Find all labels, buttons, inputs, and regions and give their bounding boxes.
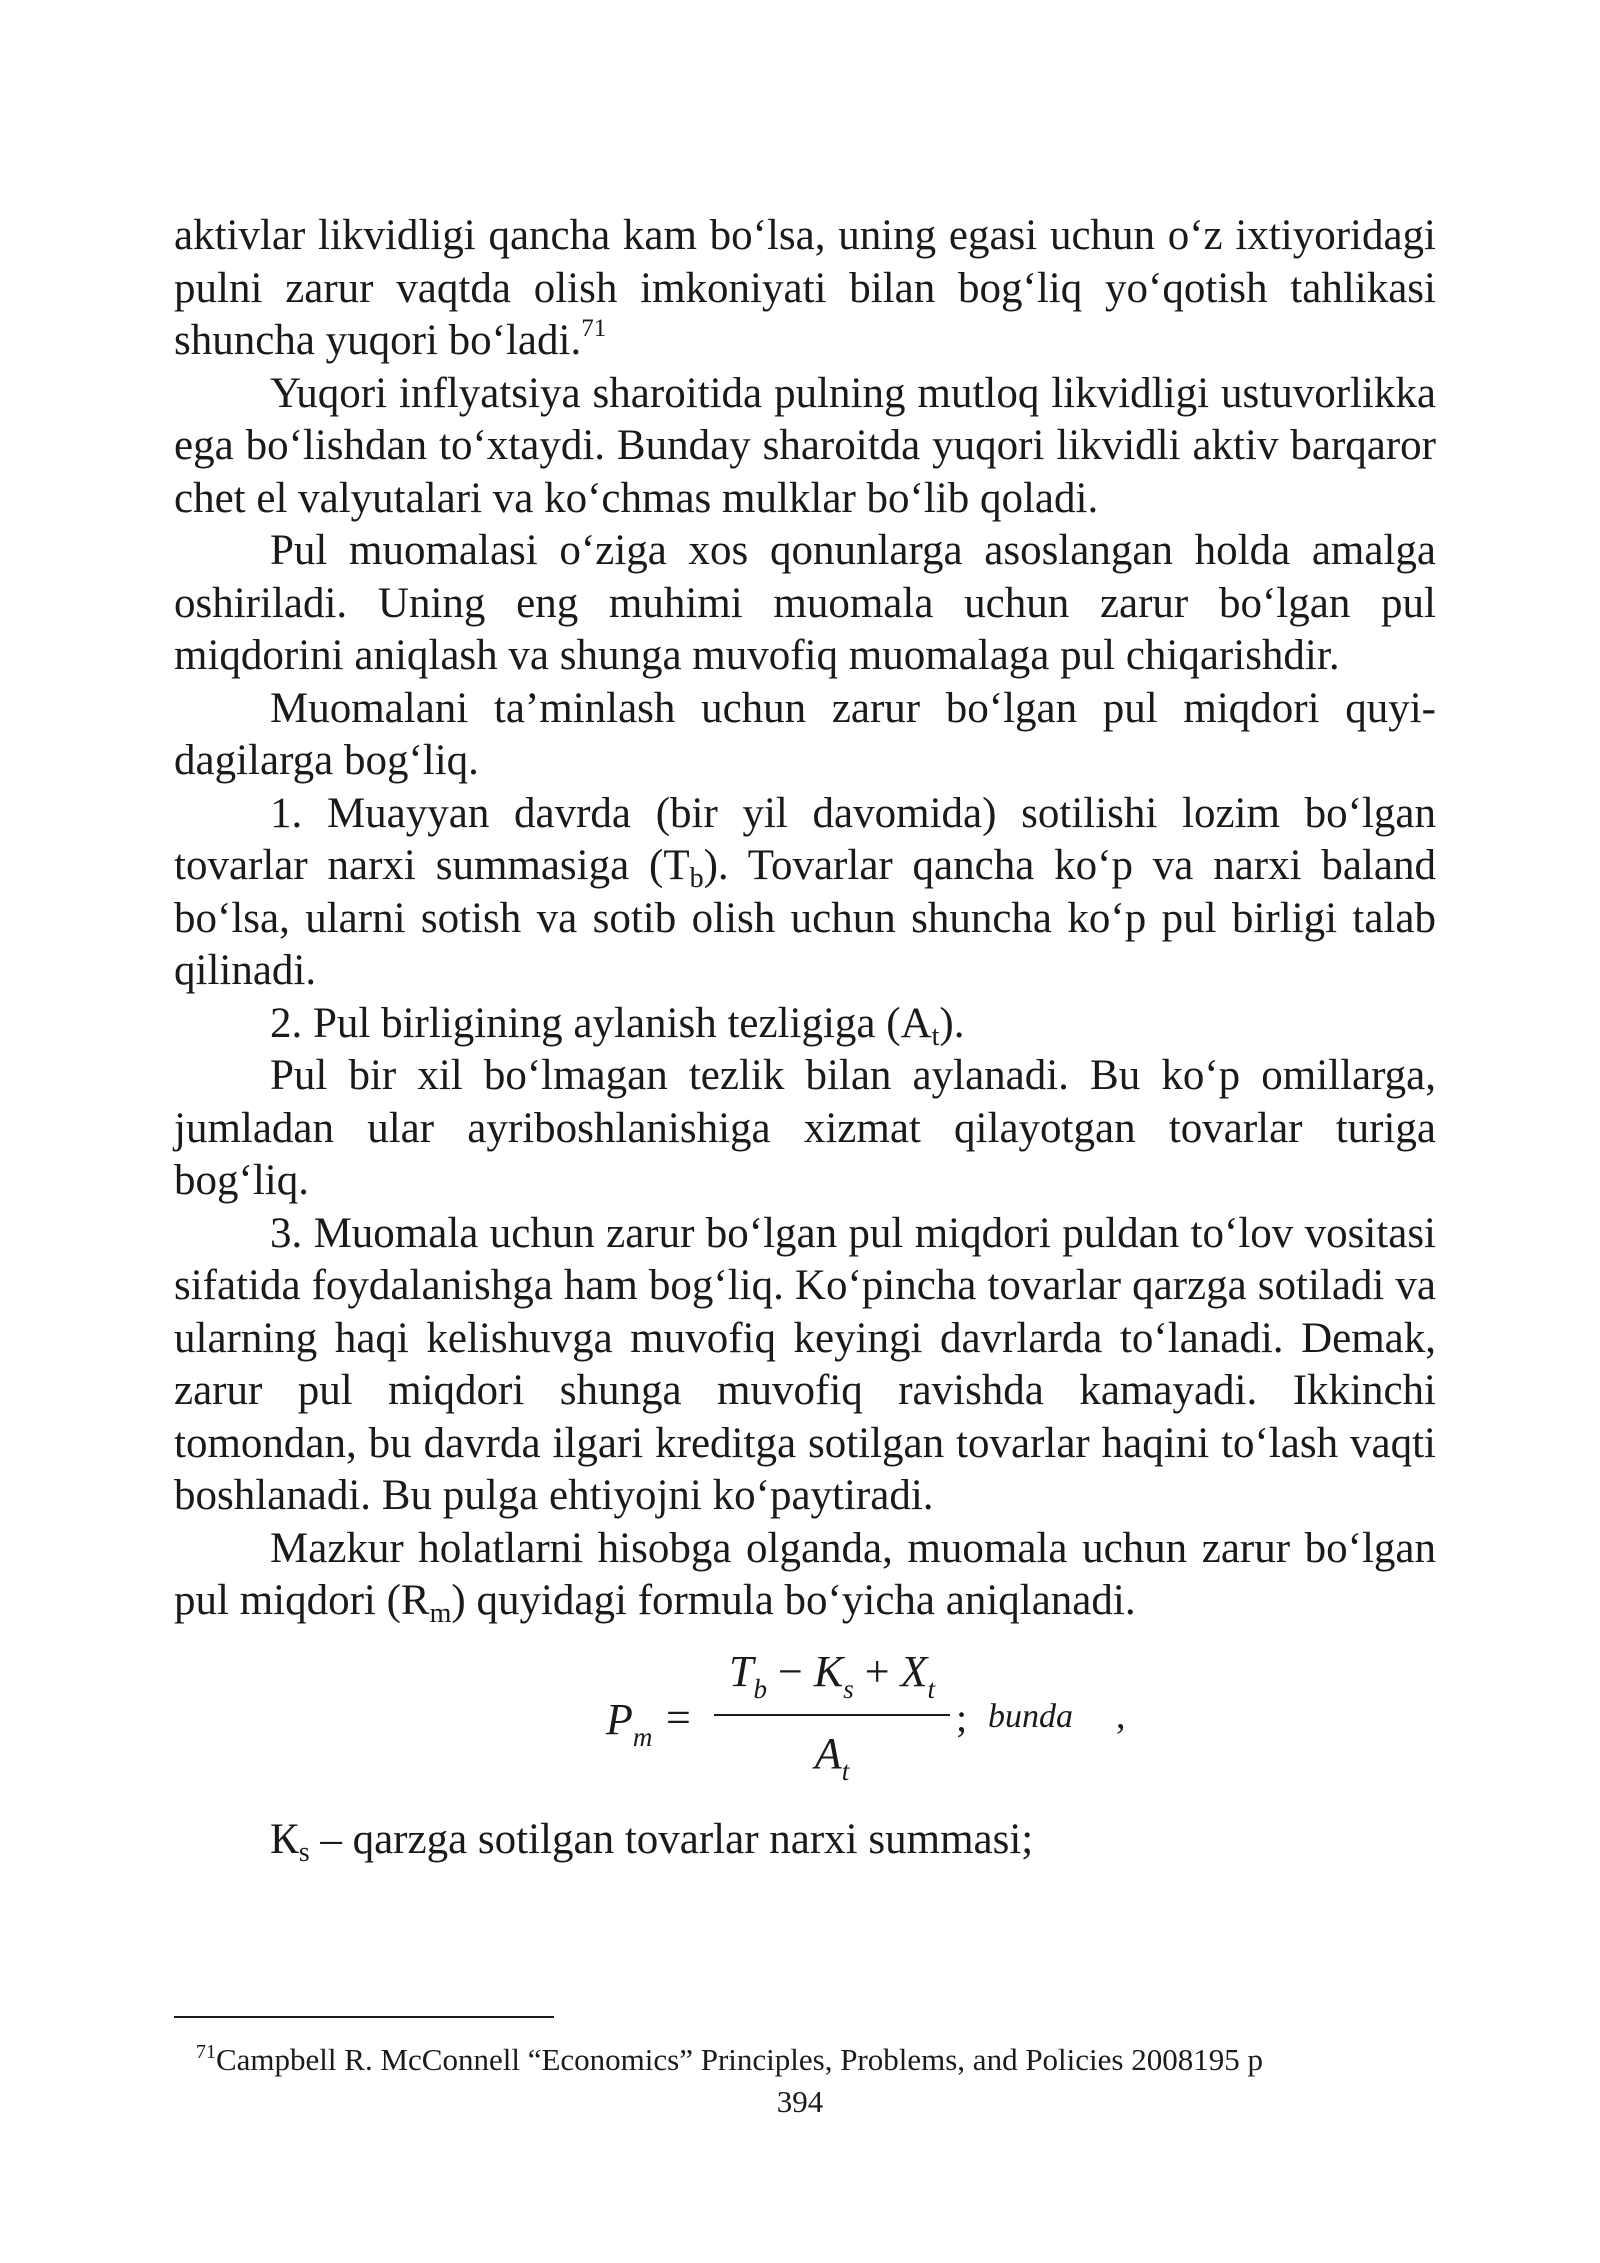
paragraph-10-after: – qarzga sotilgan tovarlar narxi summasi;	[309, 1815, 1034, 1863]
paragraph-3: Pul muomalasi o‘ziga xos qonunlarga asoslangan holda amalga oshiriladi. Uning eng muhimi muomala uchun zarur bo‘lgan pul miqdorini aniqlash va shunga muvofiq muomalaga pul chiqarishdir.	[174, 527, 1436, 679]
formula-minus: −	[767, 1646, 814, 1696]
footnote-divider	[174, 2016, 554, 2018]
fraction-bar	[714, 1714, 950, 1716]
formula-num-k-sub: s	[843, 1673, 854, 1704]
paragraph-4: Muomalani ta’minlash uchun zarur bo‘lgan pul miqdori quyi-dagilarga bog‘liq.	[174, 684, 1436, 784]
paragraph-9-after: ) quyidagi formula bo‘yicha aniqlanadi.	[451, 1577, 1136, 1624]
paragraph-8: 3. Muomala uchun zarur bo‘lgan pul miqdori puldan to‘lov vositasi sifatida foydalanishga ham bog‘liq. Ko‘pincha tovarlar qarzga sotiladi va ularning haqi kelishuvga muvofiq keyingi davrlarda to‘lanadi. Demak, zarur pul miqdori shunga muvofiq ravishda kamayadi. Ikkinchi tomondan, bu davrda ilgari kreditga sotilgan tovarlar haqini to‘lash vaqti boshlanadi. Bu pulga ehtiyojni ko‘paytiradi.	[174, 1209, 1436, 1519]
page-number: 394	[776, 2084, 824, 2119]
paragraph-1-text: aktivlar likvidligi qancha kam bo‘lsa, uning egasi uchun o‘z ixtiyoridagi pulni zarur vaqtda olish imkoniyati bilan bog‘liq yo‘qotish tahlikasi shuncha yuqori bo‘ladi.	[174, 212, 1436, 364]
formula-numerator	[714, 1646, 950, 1704]
formula-lhs-main: P	[606, 1694, 633, 1744]
formula-lhs-sub: m	[632, 1721, 653, 1752]
formula-num-k: K	[813, 1646, 844, 1696]
money-supply-formula	[606, 1646, 1306, 1796]
ks-symbol: К	[270, 1815, 299, 1863]
formula-num-x: X	[900, 1646, 928, 1696]
formula-equals: =	[666, 1692, 691, 1742]
paragraph-7: Pul bir xil bo‘lmagan tezlik bilan aylanadi. Bu ko‘p omillarga, jumladan ular ayriboshlanishiga xizmat qilayotgan tovarlar turiga bog‘liq.	[174, 1052, 1436, 1204]
paragraph-5	[174, 788, 1436, 998]
rm-subscript: m	[429, 1598, 452, 1629]
footnote-reference[interactable]: 71	[581, 315, 607, 342]
footnote-text: Campbell R. McConnell “Economics” Principles, Problems, and Policies 2008195 p	[216, 2042, 1263, 2077]
formula-lhs	[606, 1694, 653, 1752]
formula-comma: ,	[1116, 1694, 1126, 1737]
formula-num-x-sub: t	[927, 1673, 935, 1704]
paragraph-6-before: 2. Pul birligining aylanish tezligiga (A	[270, 999, 932, 1047]
paragraph-6	[174, 998, 1436, 1051]
formula-den-sub: t	[841, 1755, 850, 1786]
formula-num-t-sub: b	[753, 1673, 768, 1704]
tb-subscript: b	[689, 863, 704, 894]
formula-plus: +	[853, 1646, 901, 1696]
paragraph-5-after: ). Tovarlar qancha ko‘p va narxi baland bo‘lsa, ularni sotish va sotib olish uchun shuncha ko‘p pul birligi talab qilinadi.	[174, 842, 1436, 994]
at-subscript: t	[931, 1020, 940, 1052]
paragraph-9	[174, 1523, 1436, 1628]
formula-denominator	[714, 1728, 950, 1786]
formula-den-main: A	[814, 1728, 842, 1778]
paragraph-10	[174, 1814, 1436, 1867]
formula-num-t: T	[729, 1646, 754, 1696]
paragraph-9-before: Mazkur holatlarni hisobga olganda, muomala uchun zarur bo‘lgan pul miqdori (R	[174, 1524, 1436, 1624]
ks-subscript: s	[298, 1836, 310, 1868]
paragraph-6-after: ).	[939, 999, 965, 1047]
paragraph-1	[174, 210, 1436, 368]
footnote	[196, 2040, 1263, 2080]
paragraph-2: Yuqori inflyatsiya sharoitida pulning mutloq likvidligi ustuvorlikka ega bo‘lishdan to‘xtaydi. Bunday sharoitda yuqori likvidli aktiv barqaror chet el valyutalari va ko‘chmas mulklar bo‘lib qoladi.	[174, 369, 1436, 522]
footnote-number: 71	[196, 2041, 216, 2063]
formula-block	[174, 1646, 1436, 1796]
page-body	[174, 210, 1436, 1866]
paragraph-5-before: 1. Muayyan davrda (bir yil davomida) sotilishi lozim bo‘lgan tovarlar narxi summasiga (T	[174, 789, 1436, 889]
formula-bunda: bunda	[988, 1697, 1073, 1735]
formula-semicolon: ;	[956, 1694, 968, 1740]
